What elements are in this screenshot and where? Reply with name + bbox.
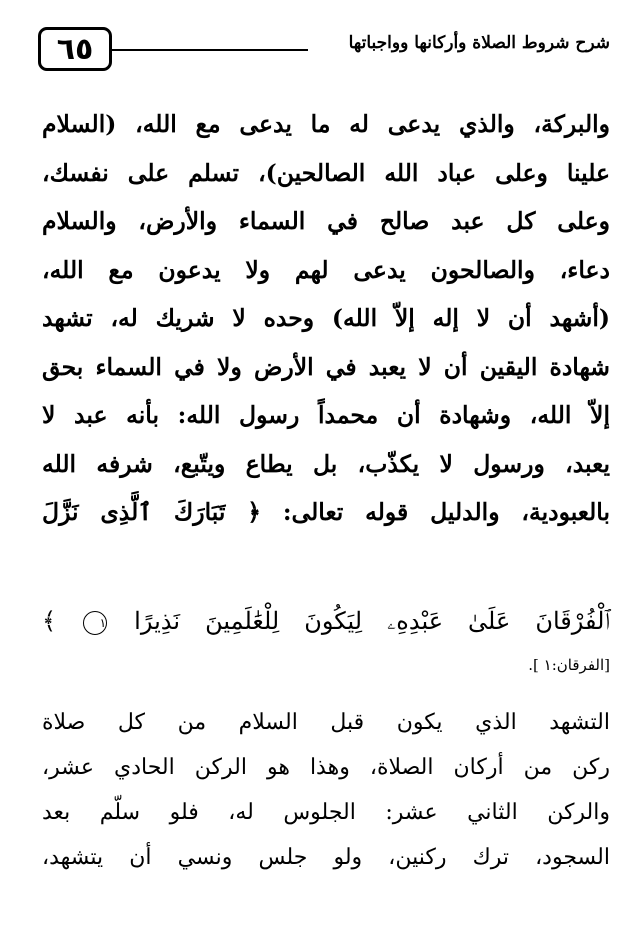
page-header bbox=[38, 27, 610, 77]
text-line: والركن الثاني عشر: الجلوس له، فلو سلّم بعد bbox=[42, 800, 610, 825]
ayah-number-marker: ١ bbox=[83, 611, 107, 635]
text-line: شهادة اليقين أن لا يعبد في الأرض ولا في السماء بحق bbox=[42, 352, 610, 381]
bold-paragraph bbox=[42, 100, 610, 537]
text-line: بالعبودية، والدليل قوله تعالى: ﴿ تَبَارَكَ ٱلَّذِى نَزَّلَ bbox=[42, 498, 610, 526]
verse-text: ٱلْفُرْقَانَ عَلَىٰ عَبْدِهِۦ لِيَكُونَ لِلْعَٰلَمِينَ نَذِيرًا bbox=[134, 607, 610, 635]
text-line: التشهد الذي يكون قبل السلام من كل صلاة bbox=[42, 710, 610, 735]
regular-paragraph bbox=[42, 700, 610, 880]
verse-closing-bracket: ﴾ bbox=[42, 607, 57, 635]
page-number: ٦٥ bbox=[38, 27, 112, 71]
text-line: دعاء، والصالحون يدعى لهم ولا يدعون مع الله، bbox=[42, 255, 610, 284]
running-head: شرح شروط الصلاة وأركانها وواجباتها bbox=[348, 33, 610, 53]
quran-verse bbox=[42, 597, 610, 645]
text-line: والبركة، والذي يدعى له ما يدعى مع الله، (السلام bbox=[42, 110, 610, 138]
text-line: علينا وعلى عباد الله الصالحين)، تسلم على نفسك، bbox=[42, 158, 610, 187]
text-line: ركن من أركان الصلاة، وهذا هو الركن الحادي عشر، bbox=[42, 755, 610, 780]
text-line: يعبد، ورسول لا يكذّب، بل يطاع ويتّبع، شرفه الله bbox=[42, 449, 610, 478]
text-line: (أشهد أن لا إله إلاّ الله) وحده لا شريك له، تشهد bbox=[42, 304, 610, 332]
header-rule bbox=[112, 49, 308, 51]
text-line: وعلى كل عبد صالح في السماء والأرض، والسلام bbox=[42, 207, 610, 235]
text-line: السجود، ترك ركنين، ولو جلس ونسي أن يتشهد، bbox=[42, 845, 610, 870]
verse-citation: [الفرقان:١ ]. bbox=[528, 656, 610, 674]
text-line: إلاّ الله، وشهادة أن محمداً رسول الله: بأنه عبد لا bbox=[42, 401, 610, 429]
